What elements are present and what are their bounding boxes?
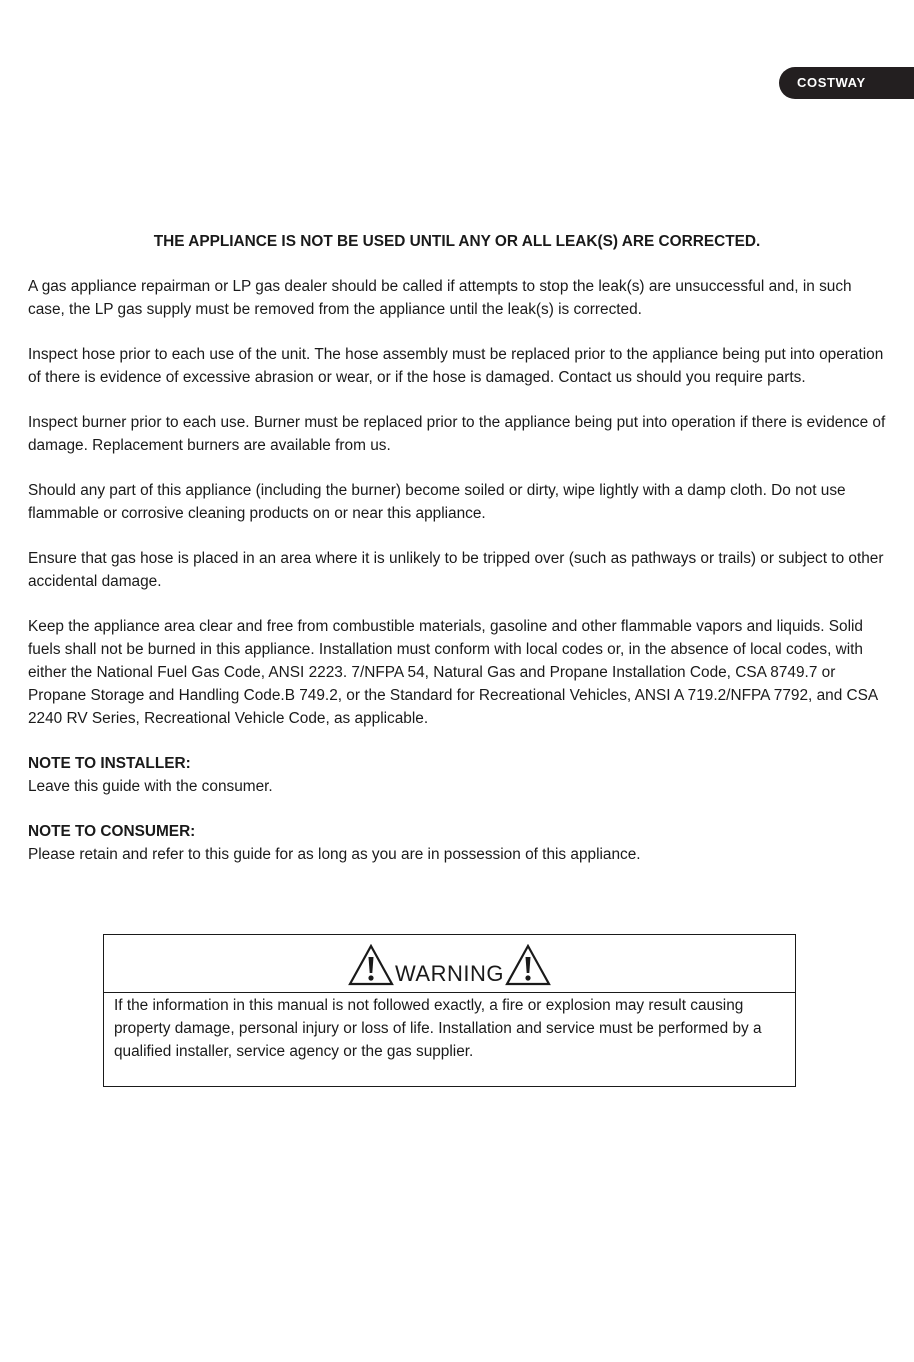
warning-triangle-icon: [505, 944, 551, 986]
note-consumer-text: Please retain and refer to this guide for as long as you are in possession of this appliance.: [28, 846, 641, 863]
note-installer-text: Leave this guide with the consumer.: [28, 778, 273, 795]
warning-box: [103, 934, 796, 1087]
leak-heading: THE APPLIANCE IS NOT BE USED UNTIL ANY OR ALL LEAK(S) ARE CORRECTED.: [153, 233, 761, 250]
paragraph-burner-inspection: Inspect burner prior to each use. Burner must be replaced prior to the appliance being put into operation if there is evidence of damage. Replacement burners are available from us.: [28, 414, 886, 454]
paragraph-hose-placement: Ensure that gas hose is placed in an area where it is unlikely to be tripped over (such as pathways or trails) or subject to other accidental damage.: [28, 550, 884, 590]
warning-header: [104, 935, 795, 993]
warning-triangle-icon: [348, 944, 394, 986]
paragraph-hose-inspection: Inspect hose prior to each use of the unit. The hose assembly must be replaced prior to the appliance being put into operation of there is evidence of excessive abrasion or wear, or if the hose is damaged. Contact us should you require parts.: [28, 346, 884, 386]
warning-text: If the information in this manual is not followed exactly, a fire or explosion may result causing property damage, personal injury or loss of life. Installation and service must be performed by a qualified installer, service agency or the gas supplier.: [114, 997, 762, 1060]
note-consumer-title: NOTE TO CONSUMER:: [28, 823, 196, 840]
paragraph-installation-codes: Keep the appliance area clear and free from combustible materials, gasoline and other flammable vapors and liquids. Solid fuels shall not be burned in this appliance. Installation must conform with local codes or, in the absence of local codes, with either the National Fuel Gas Code, ANSI 2223. 7/NFPA 54, Natural Gas and Propane Installation Code, CSA 8749.7 or Propane Storage and Handling Code.B 749.2, or the Standard for Recreational Vehicles, ANSI A 719.2/NFPA 7792, and CSA 2240 RV Series, Recreational Vehicle Code, as applicable.: [28, 618, 878, 727]
note-installer-title: NOTE TO INSTALLER:: [28, 755, 191, 772]
brand-tab: COSTWAY: [779, 67, 914, 99]
paragraph-leak-repair: A gas appliance repairman or LP gas dealer should be called if attempts to stop the leak(s) are unsuccessful and, in such case, the LP gas supply must be removed from the appliance until the leak(s) is corrected.: [28, 278, 852, 318]
warning-label: WARNING: [394, 961, 504, 986]
paragraph-cleaning: Should any part of this appliance (including the burner) become soiled or dirty, wipe lightly with a damp cloth. Do not use flammable or corrosive cleaning products on or near this appliance.: [28, 482, 846, 522]
document-body: [28, 230, 886, 888]
